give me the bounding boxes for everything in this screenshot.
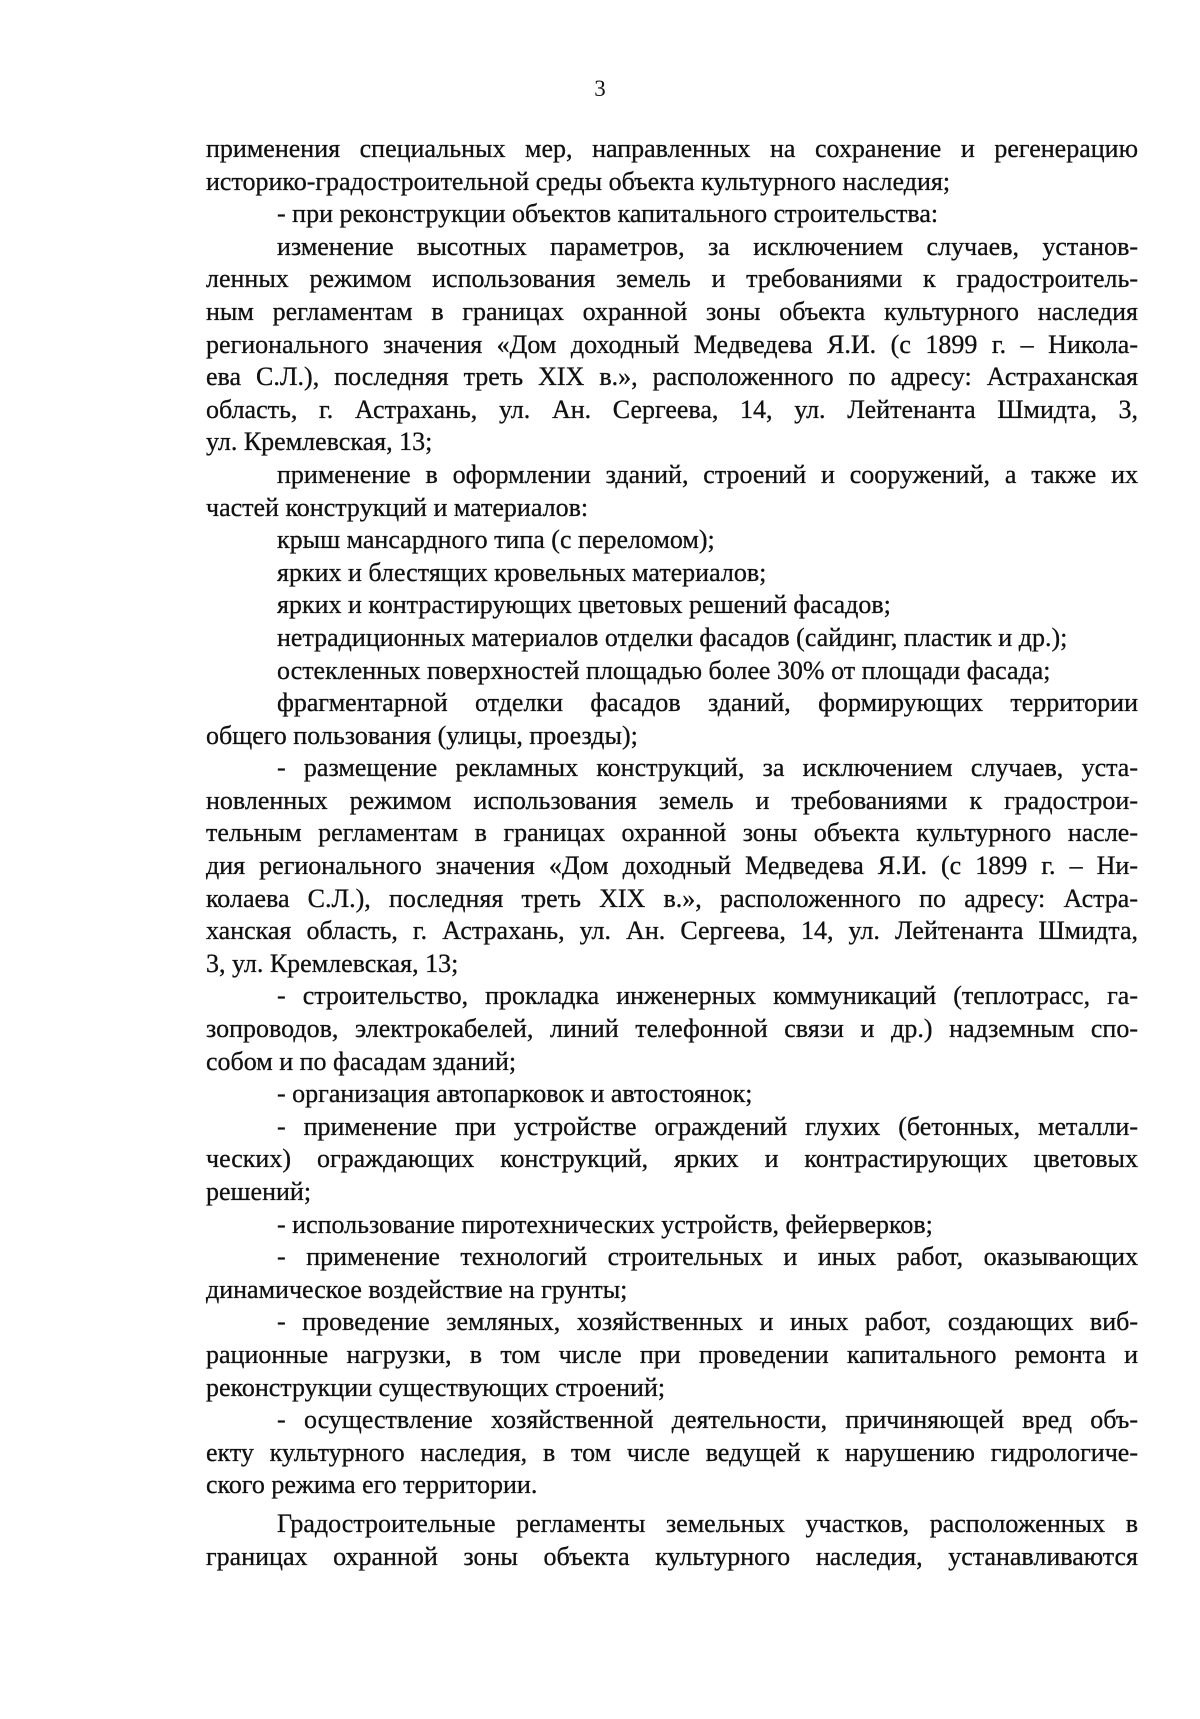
text-line: - применение при устройстве ограждений глухих (бетонных, металли- <box>277 1111 1138 1141</box>
text-line: решений; <box>206 1177 312 1206</box>
text-line: Градостроительные регламенты земельных участков, расположенных в <box>277 1508 1138 1538</box>
text-line: применения специальных мер, направленных на сохранение и регенерацию <box>206 134 1138 163</box>
text-line: 3, ул. Кремлевская, 13; <box>206 948 459 978</box>
text-line: историко-градостроительной среды объекта культурного наследия; <box>206 166 951 196</box>
text-line: регионального значения «Дом доходный Медведева Я.И. (с 1899 г. – Никола- <box>206 329 1138 359</box>
text-line: ярких и блестящих кровельных материалов; <box>277 557 767 587</box>
text-line: екту культурного наследия, в том числе ведущей к нарушению гидрологиче- <box>206 1437 1138 1467</box>
text-line: ул. Кремлевская, 13; <box>206 427 433 457</box>
text-line: крыш мансардного типа (с переломом); <box>277 525 715 555</box>
text-line: - организация автопарковок и автостоянок; <box>277 1079 753 1109</box>
text-line: реконструкции существующих строений; <box>206 1372 666 1402</box>
text-line: применение в оформлении зданий, строений и сооружений, а также их <box>277 459 1138 489</box>
text-line: ского режима его территории. <box>206 1470 538 1500</box>
text-line: - использование пиротехнических устройств, фейерверков; <box>277 1209 933 1239</box>
body-text <box>206 133 1138 1573</box>
text-line: - строительство, прокладка инженерных коммуникаций (теплотрасс, га- <box>277 981 1138 1011</box>
text-line: рационные нагрузки, в том числе при проведении капитального ремонта и <box>206 1339 1138 1369</box>
text-line: ным регламентам в границах охранной зоны объекта культурного наследия <box>206 296 1138 326</box>
text-line: - при реконструкции объектов капитального строительства: <box>277 199 939 229</box>
text-line: динамическое воздействие на грунты; <box>206 1274 628 1304</box>
text-line: колаева С.Л.), последняя треть XIX в.», расположенного по адресу: Астра- <box>206 883 1138 913</box>
text-line: тельным регламентам в границах охранной зоны объекта культурного насле- <box>206 818 1138 848</box>
text-line: изменение высотных параметров, за исключением случаев, установ- <box>277 231 1138 261</box>
text-line: частей конструкций и материалов: <box>206 492 589 522</box>
text-line: собом и по фасадам зданий; <box>206 1046 517 1076</box>
text-line: - осуществление хозяйственной деятельности, причиняющей вред объ- <box>277 1405 1138 1435</box>
page-number: 3 <box>594 76 606 101</box>
text-line: ханская область, г. Астрахань, ул. Ан. Сергеева, 14, ул. Лейтенанта Шмидта, <box>206 916 1138 946</box>
text-line: ленных режимом использования земель и требованиями к градостроитель- <box>206 264 1138 294</box>
text-line: дия регионального значения «Дом доходный Медведева Я.И. (с 1899 г. – Ни- <box>206 851 1138 881</box>
text-line: ческих) ограждающих конструкций, ярких и контрастирующих цветовых <box>206 1144 1138 1174</box>
text-line: область, г. Астрахань, ул. Ан. Сергеева, 14, ул. Лейтенанта Шмидта, 3, <box>206 394 1138 424</box>
text-line: - размещение рекламных конструкций, за исключением случаев, уста- <box>277 753 1138 783</box>
text-line: нетрадиционных материалов отделки фасадов (сайдинг, пластик и др.); <box>277 622 1068 652</box>
text-line: границах охранной зоны объекта культурного наследия, устанавливаются <box>206 1541 1138 1571</box>
text-line: - проведение земляных, хозяйственных и иных работ, создающих виб- <box>277 1307 1138 1337</box>
text-line: ева С.Л.), последняя треть XIX в.», расположенного по адресу: Астраханская <box>206 362 1138 392</box>
text-line: новленных режимом использования земель и требованиями к градострои- <box>206 785 1138 815</box>
text-line: фрагментарной отделки фасадов зданий, формирующих территории <box>277 688 1138 718</box>
text-line: общего пользования (улицы, проезды); <box>206 720 638 750</box>
text-line: - применение технологий строительных и иных работ, оказывающих <box>277 1242 1138 1272</box>
text-line: зопроводов, электрокабелей, линий телефонной связи и др.) надземным спо- <box>206 1014 1138 1044</box>
text-line: остекленных поверхностей площадью более 30% от площади фасада; <box>277 655 1051 685</box>
text-line: ярких и контрастирующих цветовых решений фасадов; <box>277 590 891 620</box>
